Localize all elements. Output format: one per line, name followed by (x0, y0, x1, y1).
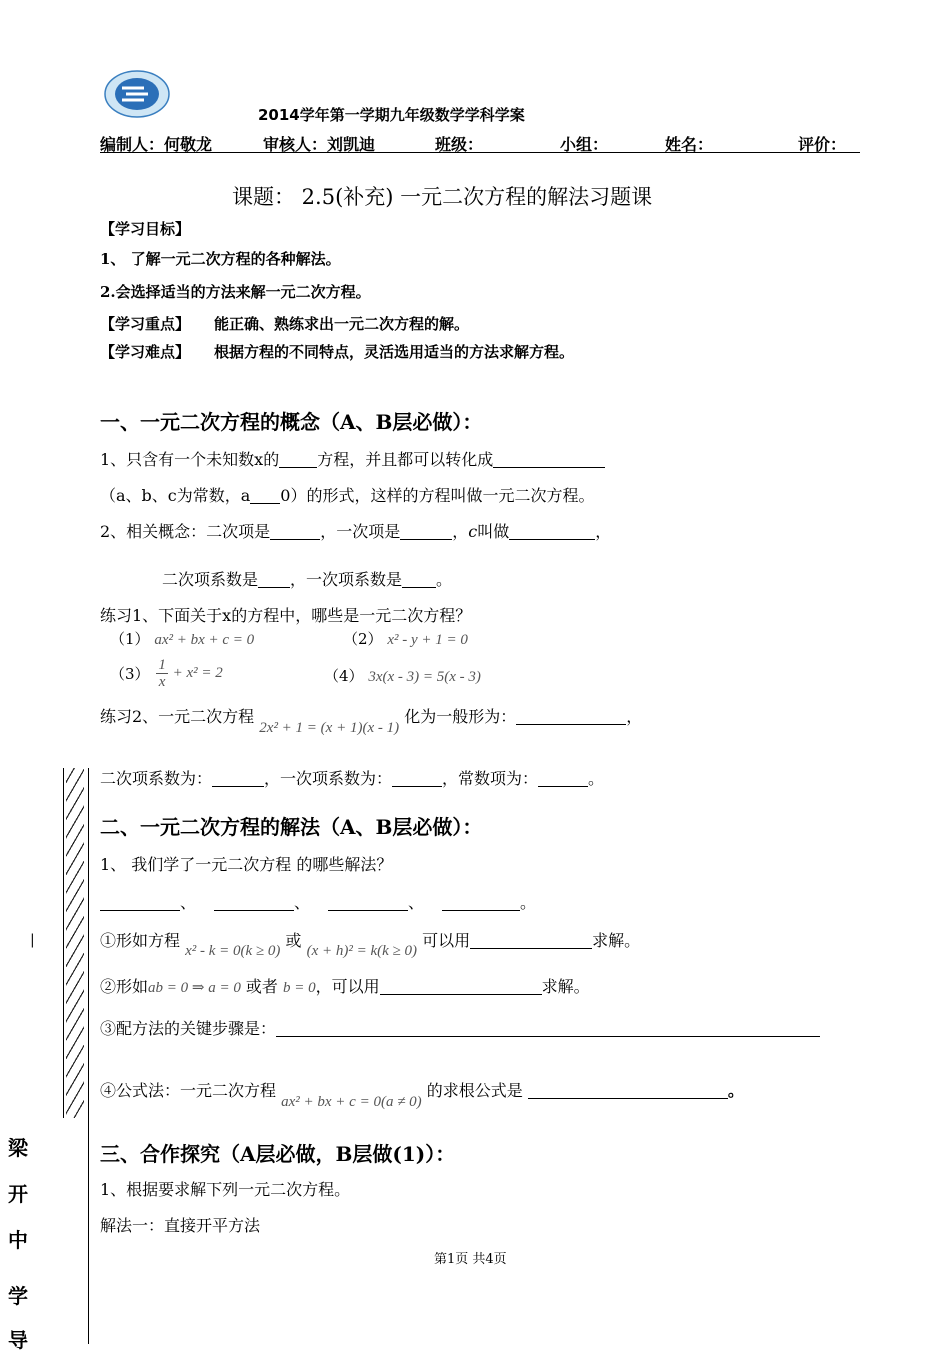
answer-blank[interactable] (214, 892, 294, 911)
fraction-numerator: 1 (158, 657, 166, 673)
method-1-line (100, 928, 641, 959)
concept-text: （a、b、c为常数，a (100, 486, 251, 505)
equation: ab = 0 ⇒ a = 0 (148, 980, 241, 996)
exercise-1-prompt: 练习1、下面关于x的方程中，哪些是一元二次方程？ (100, 606, 472, 625)
method-2-line (100, 974, 590, 997)
concept-line-2 (100, 483, 594, 506)
concept-text: 叫做 (477, 522, 510, 541)
concept-line-1 (100, 447, 605, 470)
method-text: 或 (285, 931, 302, 950)
answer-blank[interactable] (328, 892, 408, 911)
method-text: 的求根公式是 (426, 1081, 523, 1100)
side-text-char: 梁 (8, 1136, 28, 1160)
separator: 。 (520, 893, 537, 912)
answer-blank[interactable] (270, 521, 320, 540)
exercise-1-item-2 (343, 628, 468, 649)
fraction (156, 657, 168, 690)
variable-c: c (468, 522, 478, 541)
rating-label: 评价： (798, 135, 847, 154)
exercise-text: ， (626, 707, 643, 726)
methods-question: 1、 我们学了一元二次方程 的哪些解法？ (100, 855, 393, 874)
method-text: ②形如 (100, 977, 149, 996)
method-text: ，可以用 (315, 977, 380, 996)
equation: (x + h)² = k(k ≥ 0) (306, 943, 418, 959)
item-label: （3） (110, 665, 150, 683)
side-text-char: 开 (8, 1182, 28, 1206)
section-3-heading: 三、合作探究（A层必做，B层做(1)）： (100, 1142, 456, 1166)
concept-text: 方程，并且都可以转化成 (317, 450, 494, 469)
answer-blank[interactable] (402, 569, 436, 588)
header-rule (100, 152, 860, 153)
answer-blank[interactable] (528, 1080, 728, 1099)
answer-blank[interactable] (516, 706, 626, 725)
exercise-1-item-1 (110, 628, 254, 649)
goal-item-1: 1、 了解一元二次方程的各种解法。 (100, 250, 341, 268)
school-logo (104, 70, 170, 118)
concept-line-3 (100, 519, 611, 542)
concept-text: 。 (436, 570, 453, 589)
side-text-char: 中 (8, 1228, 28, 1252)
method-4-line (100, 1078, 744, 1110)
item-label: （4） (324, 667, 364, 685)
lesson-title: 课题： 2.5(补充) 一元二次方程的解法习题课 (232, 185, 653, 209)
concept-text: 0）的形式，这样的方程叫做一元二次方程。 (280, 486, 595, 505)
section-2-heading: 二、一元二次方程的解法（A、B层必做）： (100, 815, 483, 839)
equation: 2x² + 1 = (x + 1)(x - 1) (259, 720, 400, 736)
section-3-question: 1、根据要求解下列一元二次方程。 (100, 1180, 351, 1199)
exercise-text: ，常数项为： (442, 769, 539, 788)
exercise-text: 化为一般形为： (404, 707, 517, 726)
key-point-text: 能正确、熟练求出一元二次方程的解。 (214, 315, 470, 333)
concept-text: 1、只含有一个未知数x的 (100, 450, 280, 469)
method-text: 或者 (245, 977, 278, 996)
side-text-char: 学 (8, 1284, 28, 1308)
concept-line-4 (162, 567, 452, 590)
exercise-2-coefficients (100, 766, 604, 789)
method-text: 。 (727, 1081, 744, 1100)
concept-text: ， (452, 522, 469, 541)
equation: ax² + bx + c = 0(a ≠ 0) (281, 1094, 422, 1110)
answer-blank[interactable] (538, 768, 588, 787)
group-label: 小组： (560, 135, 609, 154)
answer-blank[interactable] (279, 449, 317, 468)
difficulty-text: 根据方程的不同特点，灵活选用适当的方法求解方程。 (214, 343, 575, 361)
margin-tick: | (30, 932, 35, 948)
equation: x² - k = 0(k ≥ 0) (185, 943, 281, 959)
answer-blank[interactable] (442, 892, 520, 911)
method-text: ④公式法：一元二次方程 (100, 1081, 277, 1100)
item-label: （2） (343, 630, 383, 648)
separator: 、 (408, 893, 425, 912)
equation: x² - y + 1 = 0 (387, 632, 468, 648)
exercise-text: 二次项系数为： (100, 769, 213, 788)
answer-blank[interactable] (250, 485, 280, 504)
item-label: （1） (110, 630, 150, 648)
answer-blank[interactable] (276, 1018, 820, 1037)
answer-blank[interactable] (470, 930, 592, 949)
page-header-title: 2014学年第一学期九年级数学学科学案 (258, 106, 525, 124)
answer-blank[interactable] (100, 892, 180, 911)
binding-hatch (66, 768, 84, 1118)
editor-label: 编制人：何敬龙 (100, 135, 213, 154)
goal-item-2: 2.会选择适当的方法来解一元二次方程。 (100, 283, 371, 301)
answer-blank[interactable] (509, 521, 595, 540)
answer-blank[interactable] (493, 449, 605, 468)
concept-text: 2、相关概念：二次项是 (100, 522, 271, 541)
concept-text: ， (595, 522, 612, 541)
key-point-label: 【学习重点】 (100, 315, 191, 333)
answer-blank[interactable] (392, 768, 442, 787)
class-label: 班级： (435, 135, 484, 154)
answer-blank[interactable] (380, 976, 542, 995)
equation: ax² + bx + c = 0 (154, 632, 255, 648)
exercise-text: ，一次项系数为： (264, 769, 393, 788)
exercise-2-line (100, 704, 643, 736)
reviewer-label: 审核人：刘凯迪 (263, 135, 376, 154)
method-text: ①形如方程 (100, 931, 181, 950)
method-text: ③配方法的关键步骤是： (100, 1019, 277, 1038)
method-3-line (100, 1016, 820, 1039)
separator: 、 (180, 893, 197, 912)
margin-line (88, 768, 89, 1344)
exercise-text: 。 (588, 769, 605, 788)
answer-blank[interactable] (212, 768, 264, 787)
separator: 、 (294, 893, 311, 912)
goals-heading: 【学习目标】 (100, 220, 191, 238)
answer-blank[interactable] (400, 521, 452, 540)
concept-text: ，一次项系数是 (290, 570, 403, 589)
method-text: 可以用 (422, 931, 471, 950)
section-3-method-1: 解法一：直接开平方法 (100, 1216, 261, 1235)
equation: + x² = 2 (172, 665, 223, 681)
method-text: 求解。 (541, 977, 590, 996)
side-text-char: 导 (8, 1328, 28, 1352)
equation: 3x(x - 3) = 5(x - 3) (368, 669, 481, 685)
fraction-denominator: x (158, 674, 166, 690)
concept-text: 二次项系数是 (162, 570, 259, 589)
answer-blank[interactable] (258, 569, 290, 588)
difficulty-label: 【学习难点】 (100, 343, 191, 361)
exercise-1-item-4 (324, 665, 481, 686)
method-text: 求解。 (592, 931, 641, 950)
equation: b = 0 (283, 980, 316, 996)
section-1-heading: 一、一元二次方程的概念（A、B层必做）： (100, 410, 483, 434)
page-footer: 第1页 共4页 (434, 1252, 507, 1267)
name-label: 姓名： (665, 135, 714, 154)
exercise-1-item-3 (110, 657, 223, 690)
margin-line (63, 768, 64, 1118)
exercise-text: 练习2、一元二次方程 (100, 707, 255, 726)
methods-blanks (100, 890, 536, 913)
concept-text: ，一次项是 (320, 522, 401, 541)
